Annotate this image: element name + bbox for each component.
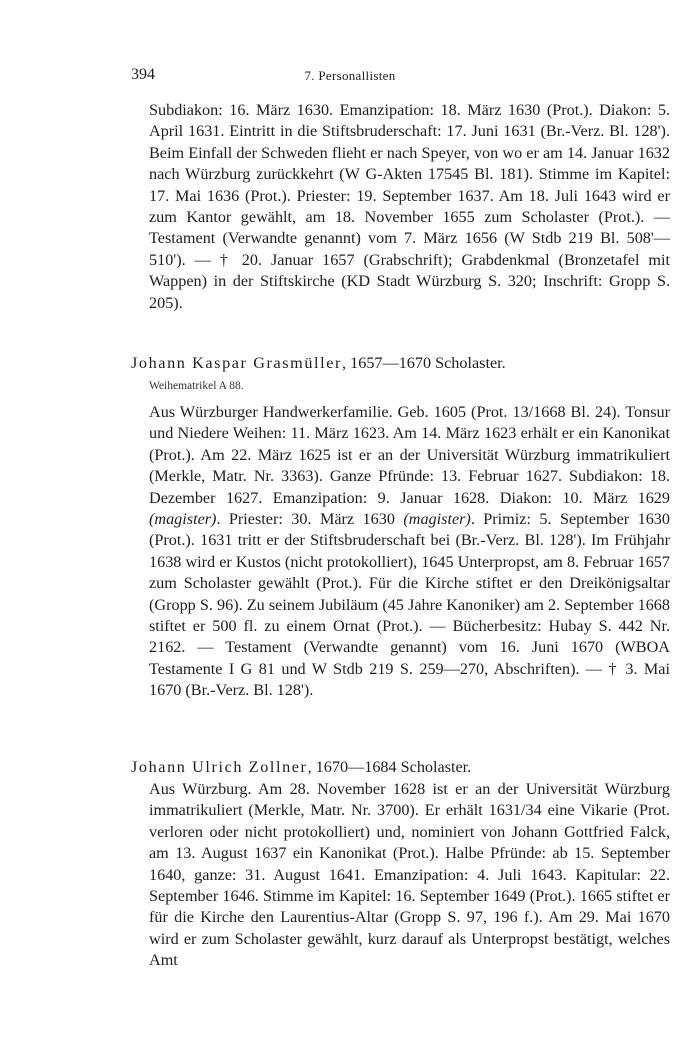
body-text: . Primiz: 5. September 1630 (Prot.). 1631 tritt er der Stiftsbruderschaft bei (Br.-Verz. Bl. 128'). Im Frühjahr 1638 wird er Kustos (nicht protokolliert), 1645 Unterpropst, am 8. Februar 1657 zum Scholaster gewählt (Prot.). Für die Kirche stiftet er den Dreikönigsaltar (Gropp S. 96). Zu seinem Jubiläum (45 Jahre Kanoniker) am 2. September 1668 stiftet er 500 fl. zu einem Ornat (Prot.). — Bücherbesitz: Hubay S. 442 Nr. 2162. — Testament (Verwandte genannt) vom 16. Juni 1670 (WBOA Testamente I G 81 und W Stdb 219 S. 259—270, Abschriften). — † 3. Mai 1670 (Br.-Verz. Bl. 128'). (149, 510, 670, 700)
body-text: . Priester: 30. März 1630 (216, 510, 404, 529)
entry-heading (131, 353, 671, 374)
continuation-paragraph: Subdiakon: 16. März 1630. Emanzipation: 18. März 1630 (Prot.). Diakon: 5. April 1631. Eintritt in die Stiftsbruderschaft: 17. Juni 1631 (Br.-Verz. Bl. 128'). Beim Einfall der Schweden flieht er nach Speyer, von wo er am 14. Januar 1632 nach Würzburg zurückkehrt (W G-Akten 17545 Bl. 181). Stimme im Kapitel: 17. Mai 1636 (Prot.). Priester: 19. September 1637. Am 18. Juli 1643 wird er zum Kantor gewählt, am 18. November 1655 zum Scholaster (Prot.). — Testament (Verwandte genannt) vom 7. März 1656 (W Stdb 219 Bl. 508'—510'). — † 20. Januar 1657 (Grabschrift); Grabdenkmal (Bronzetafel mit Wappen) in der Stiftskirche (KD Stadt Würzburg S. 320; Inschrift: Gropp S. 205). (149, 101, 670, 312)
running-head: 7. Personallisten (304, 68, 396, 83)
body-text: Aus Würzburger Handwerkerfamilie. Geb. 1605 (Prot. 13/1668 Bl. 24). Tonsur und Niedere Weihen: 11. März 1623. Am 14. März 1623 erhält er ein Kanonikat (Prot.). Am 22. März 1625 ist er an der Universität Würzburg immatrikuliert (Merkle, Matr. Nr. 3363). Ganze Pfründe: 13. Februar 1627. Subdiakon: 18. Dezember 1627. Emanzipation: 9. Januar 1628. Diakon: 10. März 1629 (149, 403, 670, 507)
body-italic: (magister) (149, 510, 217, 529)
page-header (0, 66, 700, 90)
entry-name: Johann Ulrich Zollner (131, 758, 308, 776)
entry-dates-role: , 1670—1684 Scholaster. (307, 758, 472, 776)
entry-heading (131, 757, 671, 778)
body-italic: (magister) (403, 510, 471, 529)
entry-body-paragraph (149, 402, 670, 702)
entry-name: Johann Kaspar Grasmüller (131, 354, 343, 372)
page-number: 394 (131, 66, 155, 83)
entry-source: Weihematrikel A 88. (149, 380, 244, 392)
entry-body-paragraph: Aus Würzburg. Am 28. November 1628 ist er an der Universität Würzburg immatrikuliert (Merkle, Matr. Nr. 3700). Er erhält 1631/34 eine Vikarie (Prot. verloren oder nicht protokolliert) und, nominiert von Johann Gottfried Falck, am 13. August 1637 ein Kanonikat (Prot.). Halbe Pfründe: ab 15. September 1640, ganze: 31. August 1641. Emanzipation: 4. Juli 1643. Kapitular: 22. September 1646. Stimme im Kapitel: 16. September 1649 (Prot.). 1665 stiftet er für die Kirche den Laurentius-Altar (Gropp S. 97, 196 f.). Am 29. Mai 1670 wird er zum Scholaster gewählt, kurz darauf als Unterpropst bestätigt, welches Amt (149, 780, 670, 970)
entry-dates-role: , 1657—1670 Scholaster. (342, 354, 506, 372)
